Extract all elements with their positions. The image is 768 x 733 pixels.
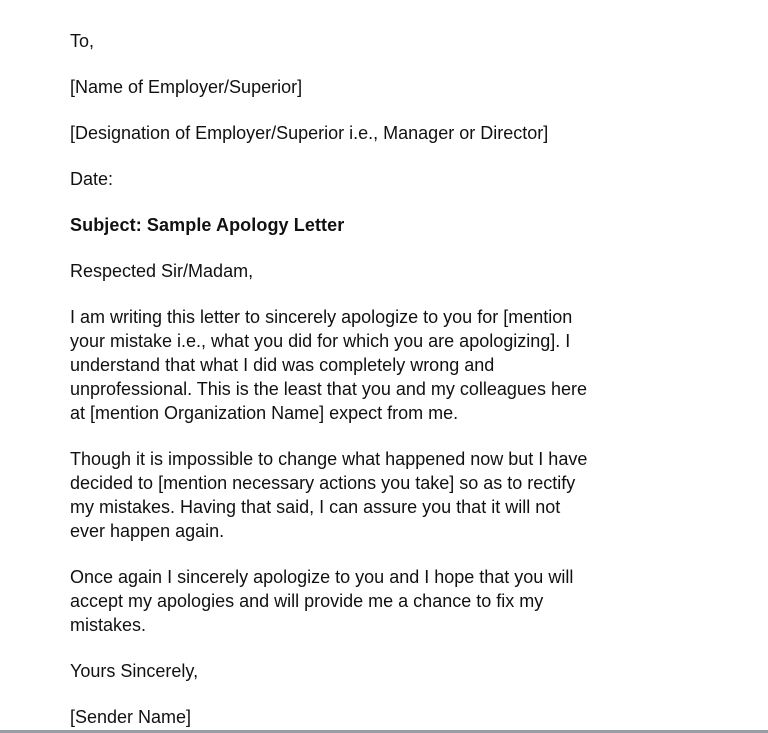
paragraph-line: your mistake i.e., what you did for which you are apologizing]. I — [70, 331, 571, 351]
paragraph-line: Once again I sincerely apologize to you and I hope that you will — [70, 567, 574, 587]
greeting: Respected Sir/Madam, — [70, 261, 254, 281]
recipient-name: [Name of Employer/Superior] — [70, 77, 303, 97]
recipient-designation: [Designation of Employer/Superior i.e., Manager or Director] — [70, 123, 549, 143]
body-paragraph-1 — [70, 305, 710, 425]
paragraph-line: I am writing this letter to sincerely apologize to you for [mention — [70, 307, 573, 327]
paragraph-line: ever happen again. — [70, 521, 225, 541]
letter-document — [70, 29, 710, 729]
body-paragraph-2 — [70, 447, 710, 543]
salutation-to: To, — [70, 31, 95, 51]
paragraph-line: decided to [mention necessary actions you take] so as to rectify — [70, 473, 576, 493]
paragraph-line: mistakes. — [70, 615, 147, 635]
paragraph-line: accept my apologies and will provide me a chance to fix my — [70, 591, 544, 611]
paragraph-line: unprofessional. This is the least that you and my colleagues here — [70, 379, 587, 399]
paragraph-line: my mistakes. Having that said, I can assure you that it will not — [70, 497, 561, 517]
sender-name: [Sender Name] — [70, 707, 192, 727]
body-paragraph-3 — [70, 565, 710, 637]
closing: Yours Sincerely, — [70, 661, 199, 681]
subject-line: Subject: Sample Apology Letter — [70, 215, 345, 235]
paragraph-line: Though it is impossible to change what happened now but I have — [70, 449, 588, 469]
date-label: Date: — [70, 169, 114, 189]
paragraph-line: understand that what I did was completely wrong and — [70, 355, 495, 375]
paragraph-line: at [mention Organization Name] expect from me. — [70, 403, 459, 423]
